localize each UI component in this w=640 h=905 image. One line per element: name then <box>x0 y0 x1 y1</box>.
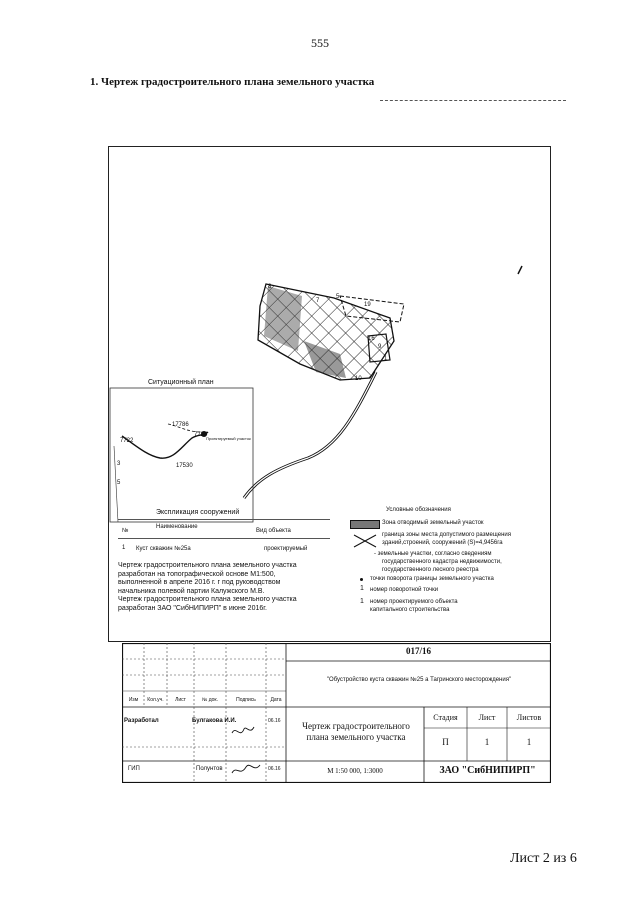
sheet-header: Лист <box>478 713 496 722</box>
legend-item-cadastre-b: государственного кадастра недвижимости, <box>382 559 502 565</box>
situation-label: 7722 <box>120 438 134 444</box>
road-line <box>244 372 376 498</box>
note-line: выполненной в апреле 2016 г. г под руководством <box>118 579 281 587</box>
note-line: Чертеж градостроительного плана земельного участка <box>118 562 297 569</box>
sheet-footer: Лист 2 из 6 <box>510 851 577 866</box>
stamp-col-label: Изм <box>128 697 139 703</box>
situation-plan-title: Ситуационный план <box>148 379 214 386</box>
situation-label: 17786 <box>172 422 189 428</box>
page-number: 555 <box>311 36 329 50</box>
sheets-value: 1 <box>526 737 532 747</box>
situation-label-site: Проектируемый участок <box>206 436 251 441</box>
situation-label: 17530 <box>176 463 193 469</box>
legend-item-cadastre-a: - земельные участки, согласно сведениям <box>374 551 492 557</box>
signature-developer <box>232 727 254 733</box>
legend-symbol-zone <box>352 533 378 549</box>
point-label: 10 <box>355 376 362 382</box>
point-label: 1 <box>384 356 388 362</box>
explication-col-type: Вид объекта <box>256 528 291 534</box>
note-line: разработан ЗАО "СибНИПИРП" в июне 2016г. <box>118 604 267 612</box>
point-label: 16 <box>368 336 375 342</box>
legend <box>336 503 544 635</box>
project-title: "Обустройство куста скважин №25 а Тагринского месторождения" <box>326 677 512 683</box>
explication-row-name: Куст скважин №25а <box>136 546 191 552</box>
scale-text: М 1:50 000, 1:3000 <box>327 767 383 775</box>
explication-header-rule <box>118 538 330 539</box>
explication-row-type: проектируемый <box>264 546 308 552</box>
point-label: 7 <box>316 298 320 304</box>
explication-title: Экспликация сооружений <box>156 509 240 516</box>
explication-col-name: Наименование <box>156 524 198 530</box>
gip-role: ГИП <box>128 766 140 772</box>
stamp-col-label: Лист <box>175 697 186 703</box>
situation-plan-frame <box>110 388 253 522</box>
legend-symbol-object: 1 <box>360 598 364 605</box>
situation-label: 3 <box>117 461 121 467</box>
gip-date: 06.16 <box>268 766 281 772</box>
north-arrow <box>518 266 522 274</box>
stamp-col-label: № док. <box>201 697 219 703</box>
note-line: начальника полевой партии Калужского М.В. <box>118 587 265 595</box>
stage-value: П <box>442 737 449 747</box>
legend-item-points: точки поворота границы земельного участка <box>370 576 494 582</box>
note-line: разработан на топографической основе М1:500, <box>118 570 276 578</box>
heading-divider <box>380 100 566 101</box>
legend-title: Условные обозначения <box>386 507 451 513</box>
explication-col-num: № <box>122 528 129 534</box>
signature-gip <box>232 765 260 773</box>
point-label: 8 <box>268 284 272 290</box>
note-line: Чертеж градостроительного плана земельного участка <box>118 596 297 604</box>
point-label: 19 <box>364 302 371 308</box>
legend-swatch-plot <box>350 520 380 529</box>
point-label: 5 <box>336 294 340 300</box>
legend-symbol-point <box>360 578 363 581</box>
sheets-header: Листов <box>516 713 542 722</box>
drawing-title: Чертеж градостроительного плана земельного участка <box>302 721 410 742</box>
gip-name: Полунтов <box>196 766 223 772</box>
notes-block <box>118 562 297 614</box>
developer-name: Булгакова И.И. <box>192 718 237 724</box>
legend-item-number: номер поворотной точки <box>370 587 439 593</box>
legend-item-object-a: номер проектируемого объекта <box>370 599 458 605</box>
sheet-value: 1 <box>484 737 490 747</box>
section-heading: 1. Чертеж градостроительного плана земельного участка <box>90 76 375 88</box>
point-label: 9 <box>378 344 382 350</box>
company-name: ЗАО "СибНИПИРП" <box>439 765 536 776</box>
explication-top-rule <box>118 519 330 520</box>
stamp-col-label: Подпись <box>236 697 256 703</box>
legend-item-plot: Зона отводимый земельный участок <box>382 520 484 526</box>
developer-date: 06.16 <box>268 718 281 724</box>
legend-item-object-b: капитального строительства <box>370 607 450 613</box>
situation-label: 7724 <box>194 432 208 438</box>
legend-item-cadastre-c: государственного лесного реестра <box>382 567 479 573</box>
stamp-col-label: Дата <box>270 697 282 703</box>
legend-symbol-number: 1 <box>360 585 364 592</box>
project-code: 017/16 <box>405 646 431 656</box>
explication-row-num: 1 <box>122 545 126 551</box>
legend-item-zone-b: зданий,строений, сооружений (S)=4,9456га <box>382 540 503 546</box>
situation-label: 5 <box>117 480 121 486</box>
stamp-col-label: Кол.уч. <box>147 697 164 703</box>
title-block <box>122 643 551 783</box>
stage-header: Стадия <box>433 713 458 722</box>
legend-item-zone-a: граница зоны места допустимого размещения <box>382 532 512 538</box>
developer-role: Разработал <box>124 718 159 724</box>
